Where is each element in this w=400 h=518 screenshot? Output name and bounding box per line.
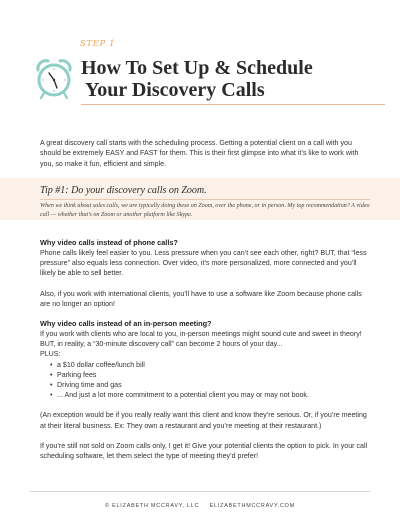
section-paragraph: (An exception would be if you really really want this client and know they’re serious. Or, if you’re meeting at their literal business. Ex: They own a restaurant and you’re meeting at their restaurant.) [40,411,367,430]
step-label: STEP 1 [80,39,116,49]
intro-paragraph: A great discovery call starts with the scheduling process. Getting a potential client on a call with you should be extremely EASY and FAST for them. This is their first glimpse into what it’s like to work with you, so make it fun, efficient and simple. [40,139,359,168]
list-item: • Parking fees [50,370,370,380]
tip-text: When we think about sales calls, we are typically doing these on Zoom, over the phone, or in person. My top recommendation? A video call — whether that’s on Zoom or another platform like Skype. [40,203,370,218]
title-line-2: Your Discovery Calls [85,79,265,101]
cost-list [40,360,370,401]
footer-divider [30,491,370,492]
tip-title: Tip #1: Do your discovery calls on Zoom. [40,185,207,196]
list-item: • a $10 dollar coffee/lunch bill [50,360,370,370]
main-content [40,238,370,461]
page-title [81,57,381,101]
plus-label: PLUS: [40,350,61,359]
title-line-1: How To Set Up & Schedule [81,57,313,79]
footer-website: ELIZABETHMCCRAVY.COM [209,503,295,509]
title-divider [81,104,385,105]
tip-callout [0,178,400,220]
section-heading-in-person: Why video calls instead of an in-person meeting? [40,319,212,329]
page-header [0,30,400,120]
section-paragraph: Phone calls likely feel easier to you. Less pressure when you can’t see each other, right? BUT, that “less pressure” also equals less connection. Over video, it’s more personalized, more connected and you’ll likely be able to sell better. [40,249,367,278]
section-paragraph: If you work with clients who are local to you, in-person meetings might sound cute and sweet in theory! BUT, in reality, a “30-minute discovery call” can become 2 hours of your day... [40,330,362,349]
section-paragraph: Also, if you work with international clients, you’ll have to use a software like Zoom because phone calls are no longer an option! [40,289,362,308]
section-heading-phone-calls: Why video calls instead of phone calls? [40,238,178,247]
page-footer [0,503,400,509]
alarm-clock-icon [34,58,74,102]
section-paragraph: If you’re still not sold on Zoom calls only, I get it! Give your potential clients the option to pick. In your call scheduling software, let them select the type of meeting they’d prefer! [40,441,368,461]
list-item: • ... And just a lot more commitment to a potential client you may or may not book. [50,390,370,400]
list-item: • Driving time and gas [50,380,370,390]
footer-copyright: © ELIZABETH MCCRAVY, LLC [105,503,200,509]
tip-divider [40,199,370,200]
